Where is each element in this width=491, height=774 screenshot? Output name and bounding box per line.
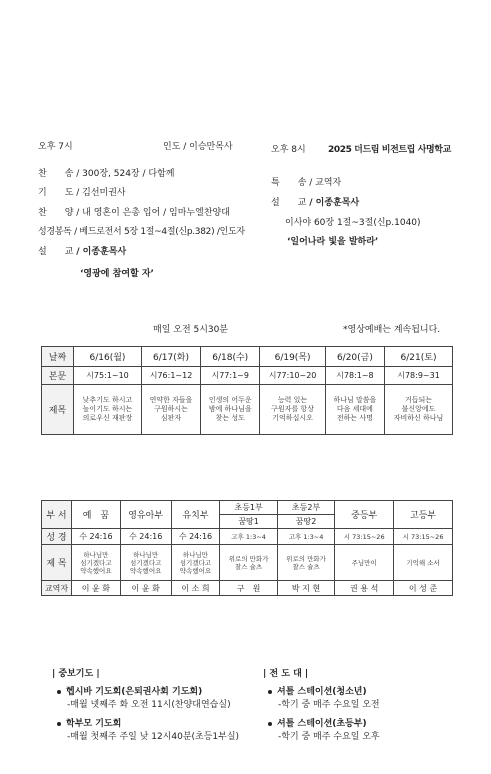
- school-title: 기억해 소서: [394, 545, 453, 581]
- school-scripture: 수 24:16: [171, 529, 220, 545]
- dawn-date: 6/16(월): [74, 347, 142, 367]
- prayer-item-title: 헵시바 기도회(은퇴권사회 기도회): [66, 687, 203, 697]
- line-value: / 베드로전서 5장 1절~4절(신p.382) /인도자: [74, 227, 245, 237]
- line-label: 설 교: [271, 198, 307, 208]
- school-dept: 영유아부: [120, 501, 171, 529]
- right-service-title: 2025 더드림 비전트립 사명학교: [328, 145, 451, 155]
- dawn-text: 시77:1~9: [201, 367, 260, 385]
- school-dept-row: [42, 501, 453, 515]
- dawn-header-text: 본문: [42, 367, 74, 385]
- school-title: 주님만이: [335, 545, 394, 581]
- right-line-sermon: [271, 195, 359, 208]
- school-teacher: 이 성 준: [394, 581, 453, 596]
- school-dept: 유치부: [171, 501, 220, 529]
- left-line-scripture: [38, 224, 245, 237]
- school-teacher-row: [42, 581, 453, 596]
- school-dept: 고등부: [394, 501, 453, 529]
- school-header-title: 제 목: [42, 545, 72, 581]
- dawn-date: 6/21(토): [385, 347, 453, 367]
- school-dept: 예 꿈: [72, 501, 121, 529]
- prayer-item-desc: -매월 첫째주 주일 낮 12시40분(초등1부실): [67, 732, 240, 742]
- dawn-date-row: [42, 347, 453, 367]
- bullet-icon: [57, 722, 61, 726]
- dawn-title: 능력 있는 구원자를 항상 기억하십시오: [260, 385, 325, 435]
- left-service-time: 오후 7시: [38, 142, 73, 152]
- dawn-date: 6/17(화): [141, 347, 200, 367]
- dawn-date: 6/19(목): [260, 347, 325, 367]
- school-teacher: 이 윤 화: [72, 581, 121, 596]
- line-label: 찬 송: [38, 169, 74, 179]
- school-scripture-row: [42, 529, 453, 545]
- line-label: 성경봉독: [38, 227, 72, 237]
- line-value: / 내 영혼이 은총 입어 / 임마누엘찬양대: [76, 208, 230, 218]
- dawn-title: 하나님 말씀을 다음 세대에 전하는 사명: [325, 385, 384, 435]
- dawn-text: 시78:1~8: [325, 367, 384, 385]
- evangelism-item: [268, 684, 367, 697]
- prayer-item: [57, 716, 121, 729]
- school-scripture: 수 24:16: [120, 529, 171, 545]
- school-table: [41, 500, 453, 596]
- prayer-item-desc: -매월 넷째주 화 오전 11시(찬양대연습실): [67, 700, 231, 710]
- school-header-teacher: 교역자: [42, 581, 72, 596]
- school-subdept: 꿈땅1: [220, 515, 277, 529]
- line-value: / 교역자: [309, 178, 342, 188]
- dawn-text-row: [42, 367, 453, 385]
- left-line-hymn: [38, 166, 174, 179]
- school-title: 하나님만 섬기겠다고 약속했어요: [120, 545, 171, 581]
- dawn-title: 연약한 자들을 구원하시는 심판자: [141, 385, 200, 435]
- prayer-item-title: 학부모 기도회: [66, 719, 122, 729]
- dawn-date: 6/20(금): [325, 347, 384, 367]
- left-line-prayer: [38, 185, 126, 198]
- school-scripture: 수 24:16: [72, 529, 121, 545]
- school-teacher: 박 지 현: [277, 581, 334, 596]
- dawn-text: 시77:10~20: [260, 367, 325, 385]
- line-label: 찬 양: [38, 208, 74, 218]
- right-line-special: [271, 175, 341, 188]
- dawn-text: 시75:1~10: [74, 367, 142, 385]
- school-subdept: 꿈땅2: [277, 515, 334, 529]
- left-sermon-title: ‘영광에 참여할 자’: [80, 269, 154, 279]
- school-scripture: 시 73:15~26: [335, 529, 394, 545]
- evangelism-item: [268, 716, 367, 729]
- dawn-title: 낮추기도 하시고 높이기도 하시는 의로우신 재판장: [74, 385, 142, 435]
- dawn-date: 6/18(수): [201, 347, 260, 367]
- dawn-title-row: [42, 385, 453, 435]
- evangelism-item-title: 셔틀 스테이션(청소년): [277, 687, 367, 697]
- school-scripture: 시 73:15~26: [394, 529, 453, 545]
- line-label: 설 교: [38, 247, 74, 257]
- dawn-note: *영상예배는 계속됩니다.: [343, 325, 441, 335]
- school-dept: 초등2부: [277, 501, 334, 515]
- left-service-leader: 인도 / 이승만목사: [163, 142, 233, 152]
- dawn-text: 시78:9~31: [385, 367, 453, 385]
- dawn-time: 매일 오전 5시30분: [153, 325, 229, 335]
- right-service-time: 오후 8시: [271, 145, 306, 155]
- line-label: 기 도: [38, 188, 74, 198]
- dawn-header-date: 날짜: [42, 347, 74, 367]
- dawn-title: 거듭되는 불신앙에도 자비하신 하나님: [385, 385, 453, 435]
- line-value: / 이종훈목사: [309, 198, 360, 208]
- evangelism-item-desc: -학기 중 매주 수요일 오후: [278, 732, 380, 742]
- right-scripture: 이사야 60장 1절~3절(신p.1040): [285, 218, 421, 228]
- school-title: 하나님만 섬기겠다고 약속했어요: [72, 545, 121, 581]
- evangelism-item-desc: -학기 중 매주 수요일 오전: [278, 700, 380, 710]
- school-teacher: 권 용 석: [335, 581, 394, 596]
- school-title: 하나님만 섬기겠다고 약속했어요: [171, 545, 220, 581]
- line-value: / 김선미권사: [76, 188, 126, 198]
- school-title: 위로의 만화가 찰스 슐츠: [277, 545, 334, 581]
- dawn-title: 인생의 어두운 밤에 하나님을 찾는 성도: [201, 385, 260, 435]
- school-dept: 초등1부: [220, 501, 277, 515]
- school-teacher: 이 윤 화: [120, 581, 171, 596]
- bullet-icon: [268, 690, 272, 694]
- school-header-scripture: 성 경: [42, 529, 72, 545]
- prayer-item: [57, 684, 202, 697]
- line-value: / 300장, 524장 / 다함께: [76, 169, 175, 179]
- dawn-header-title: 제목: [42, 385, 74, 435]
- prayer-header: | 중보기도 |: [52, 669, 100, 679]
- bullet-icon: [57, 690, 61, 694]
- school-teacher: 구 원: [220, 581, 277, 596]
- school-header-dept: 부 서: [42, 501, 72, 529]
- line-label: 특 송: [271, 178, 307, 188]
- school-dept: 중등부: [335, 501, 394, 529]
- left-line-sermon: [38, 244, 126, 257]
- evangelism-item-title: 셔틀 스테이션(초등부): [277, 719, 367, 729]
- school-title: 위로의 만화가 찰스 슐츠: [220, 545, 277, 581]
- school-scripture: 고후 1:3~4: [220, 529, 277, 545]
- school-scripture: 고후 1:3~4: [277, 529, 334, 545]
- line-value: / 이종훈목사: [76, 247, 127, 257]
- school-title-row: [42, 545, 453, 581]
- dawn-table: [41, 346, 453, 435]
- evangelism-header: | 전 도 대 |: [263, 669, 309, 679]
- bullet-icon: [268, 722, 272, 726]
- dawn-text: 시76:1~12: [141, 367, 200, 385]
- left-line-anthem: [38, 205, 230, 218]
- right-sermon-title: ‘일어나라 빛을 발하라’: [287, 237, 379, 247]
- school-teacher: 이 소 희: [171, 581, 220, 596]
